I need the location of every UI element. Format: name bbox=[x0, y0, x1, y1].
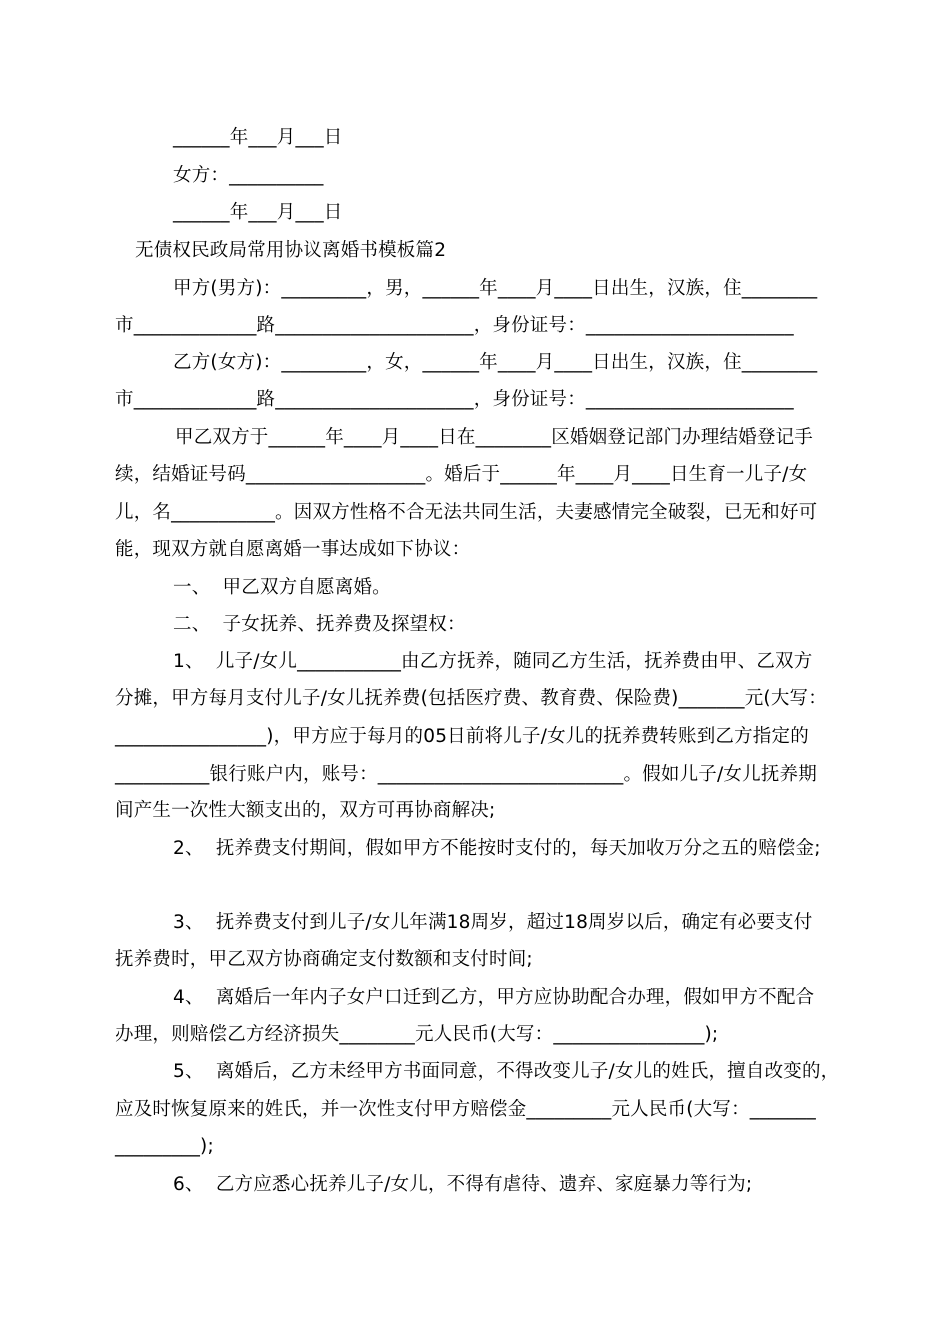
item-line: 抚养费时，甲乙双方协商确定支付数额和支付时间; bbox=[115, 949, 533, 970]
party-b-line: 乙方(女方)：_________，女，______年____月____日出生，汉族，住________ bbox=[173, 352, 818, 373]
intro-paragraph-line: 续，结婚证号码___________________。婚后于______年____月____日生育一儿子/女 bbox=[115, 464, 808, 485]
item-line: 间产生一次性大额支出的，双方可再协商解决; bbox=[115, 800, 496, 821]
item-line: 分摊，甲方每月支付儿子/女儿抚养费(包括医疗费、教育费、保险费)_______元(大写： bbox=[115, 688, 827, 709]
party-a-line: 市_____________路_____________________，身份证号：______________________ bbox=[115, 315, 794, 336]
clause-heading: 一、 甲乙双方自愿离婚。 bbox=[173, 577, 391, 598]
item-line: 5、 离婚后，乙方未经甲方书面同意，不得改变儿子/女儿的姓氏，擅自改变的， bbox=[173, 1061, 840, 1082]
intro-paragraph-line: 甲乙双方于______年____月____日在________区婚姻登记部门办理结婚登记手 bbox=[175, 427, 814, 448]
item-line: 3、 抚养费支付到儿子/女儿年满18周岁，超过18周岁以后，确定有必要支付 bbox=[173, 912, 813, 933]
party-a-line: 甲方(男方)：_________，男，______年____月____日出生，汉族，住________ bbox=[173, 278, 818, 299]
item-line: 应及时恢复原来的姓氏，并一次性支付甲方赔偿金_________元人民币(大写：_______ bbox=[115, 1099, 816, 1120]
party-b-line: 市_____________路_____________________，身份证号：______________________ bbox=[115, 389, 794, 410]
section-title: 无债权民政局常用协议离婚书模板篇2 bbox=[135, 240, 447, 261]
date-line: ______年___月___日 bbox=[173, 127, 343, 148]
item-line: __________银行账户内，账号：__________________________。假如儿子/女儿抚养期 bbox=[115, 764, 817, 785]
item-line: 2、 抚养费支付期间，假如甲方不能按时支付的，每天加收万分之五的赔偿金; bbox=[173, 838, 821, 859]
item-line: ________________)，甲方应于每月的05日前将儿子/女儿的抚养费转账到乙方指定的 bbox=[115, 726, 809, 747]
item-line: 办理，则赔偿乙方经济损失________元人民币(大写：________________); bbox=[115, 1024, 719, 1045]
date-line: ______年___月___日 bbox=[173, 202, 343, 223]
item-line: 6、 乙方应悉心抚养儿子/女儿，不得有虐待、遗弃、家庭暴力等行为; bbox=[173, 1174, 753, 1195]
item-line: 1、 儿子/女儿___________由乙方抚养，随同乙方生活，抚养费由甲、乙双方 bbox=[173, 651, 813, 672]
female-party-label: 女方：__________ bbox=[173, 165, 324, 186]
intro-paragraph-line: 能，现双方就自愿离婚一事达成如下协议： bbox=[115, 539, 471, 560]
item-line: 4、 离婚后一年内子女户口迁到乙方，甲方应协助配合办理，假如甲方不配合 bbox=[173, 987, 815, 1008]
item-line: _________); bbox=[115, 1136, 214, 1157]
clause-heading: 二、 子女抚养、抚养费及探望权： bbox=[173, 614, 466, 635]
intro-paragraph-line: 儿，名___________。因双方性格不合无法共同生活，夫妻感情完全破裂，已无和好可 bbox=[115, 502, 818, 523]
